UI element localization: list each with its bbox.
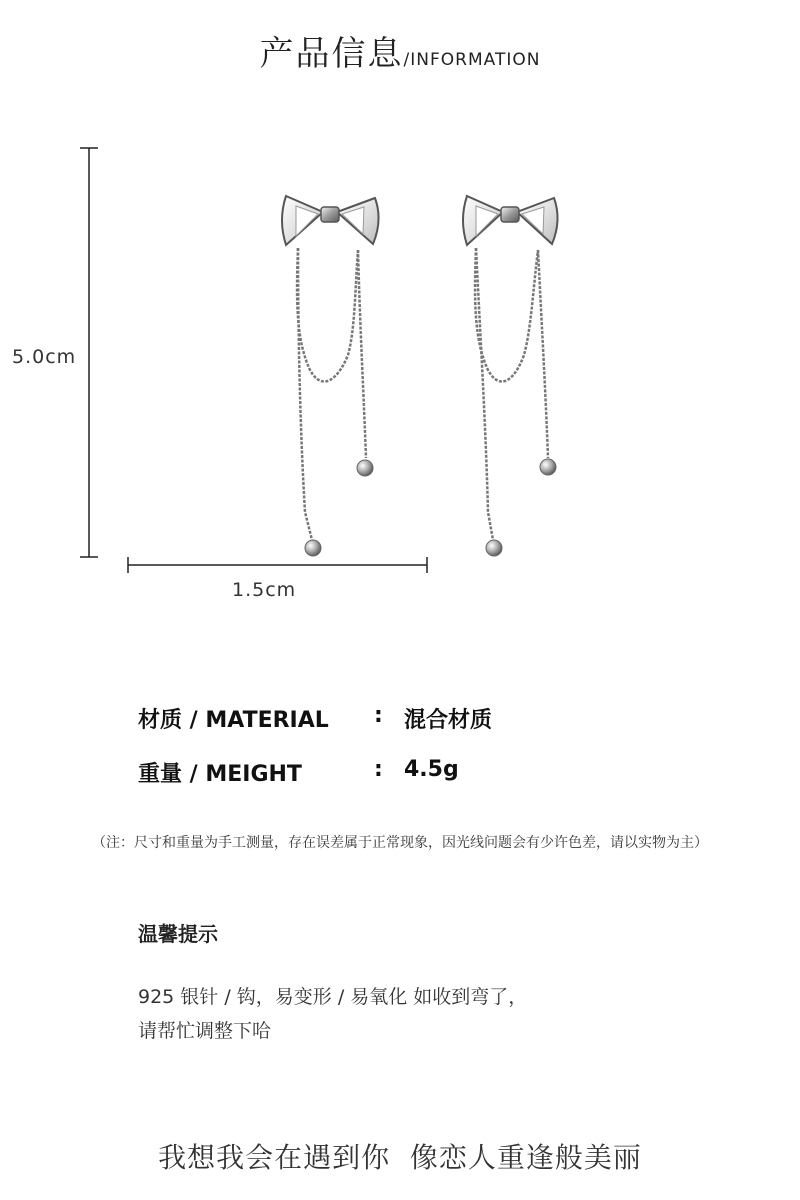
measurement-note: （注：尺寸和重量为手工测量，存在误差属于正常现象，因光线问题会有少许色差，请以实物为主）: [92, 835, 708, 851]
info-title-zh: 产品信息: [259, 34, 404, 74]
width-dimension-line: [128, 557, 427, 573]
height-dimension-line: [80, 148, 98, 557]
info-title-en: /INFORMATION: [403, 50, 541, 70]
chains-right: [475, 248, 548, 540]
slogan: 我想我会在遇到你 像恋人重逢般美丽: [158, 1141, 642, 1174]
earring-left: [282, 196, 379, 556]
tips-line-1: 925 银针 / 钩，易变形 / 易氧化 如收到弯了，: [138, 986, 528, 1008]
earring-right: [463, 196, 558, 556]
width-label: 1.5cm: [232, 579, 297, 601]
material-colon: :: [374, 703, 383, 728]
material-value: 混合材质: [404, 708, 493, 733]
material-label: 材质 / MATERIAL: [138, 708, 329, 733]
bow-right: [463, 196, 558, 245]
bead-right-2: [486, 540, 502, 556]
weight-value: 4.5g: [404, 757, 459, 782]
chains-left: [297, 248, 366, 540]
bead-right-1: [540, 459, 556, 475]
tips-line-2: 请帮忙调整下哈: [138, 1020, 272, 1042]
bow-left: [282, 196, 379, 245]
height-label: 5.0cm: [12, 346, 77, 368]
tips-title: 温馨提示: [138, 922, 218, 946]
bead-left-2: [305, 540, 321, 556]
weight-label: 重量 / MEIGHT: [138, 762, 302, 787]
weight-colon: :: [374, 757, 383, 782]
bead-left-1: [357, 460, 373, 476]
